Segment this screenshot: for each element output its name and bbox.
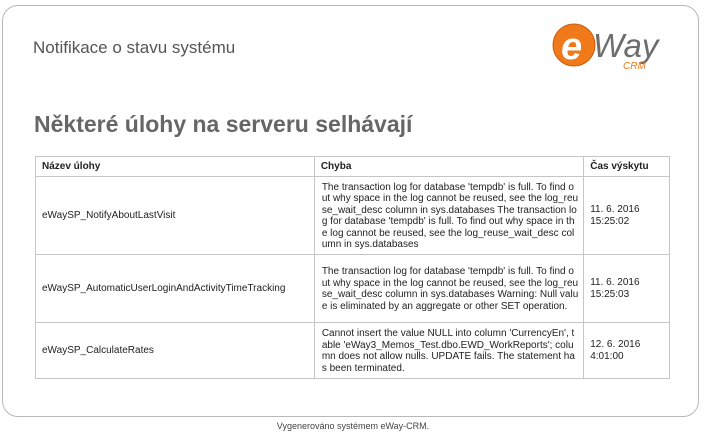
task-name-cell: eWaySP_CalculateRates: [36, 323, 315, 379]
time-cell: 12. 6. 2016 4:01:00: [584, 323, 670, 379]
time-cell: 11. 6. 2016 15:25:03: [584, 255, 670, 323]
task-name-cell: eWaySP_NotifyAboutLastVisit: [36, 177, 315, 255]
footer-note: Vygenerováno systémem eWay-CRM.: [276, 421, 430, 431]
table-row: [36, 255, 670, 323]
error-cell: Cannot insert the value NULL into column 'CurrencyEn', table 'eWay3_Memos_Test.dbo.EWD_WorkReports'; column does not allow nulls. UPDATE fails. The statement has been terminated.: [314, 323, 583, 379]
eway-crm-logo: [552, 22, 674, 72]
page-heading: Některé úlohy na serveru selhávají: [34, 111, 413, 137]
column-header-time: Čas výskytu: [584, 157, 670, 177]
table-header-row: [36, 157, 670, 177]
failed-tasks-table: [35, 156, 670, 379]
logo-e-letter: e: [561, 26, 583, 68]
table-row: [36, 177, 670, 255]
logo-crm-text: CRM: [623, 61, 646, 72]
column-header-task: Název úlohy: [36, 157, 315, 177]
time-cell: 11. 6. 2016 15:25:02: [584, 177, 670, 255]
column-header-error: Chyba: [314, 157, 583, 177]
logo-way-text: Way: [593, 27, 659, 64]
error-cell: The transaction log for database 'tempdb' is full. To find out why space in the log cannot be reused, see the log_reuse_wait_desc column in sys.databases Warning: Null value is eliminated by an aggregate or other SET operation.: [314, 255, 583, 323]
error-cell: The transaction log for database 'tempdb' is full. To find out why space in the log cannot be reused, see the log_reuse_wait_desc column in sys.databases The transaction log for database 'tempdb' is full. To find out why space in the log cannot be reused, see the log_reuse_wait_desc column in sys.databases: [314, 177, 583, 255]
task-name-cell: eWaySP_AutomaticUserLoginAndActivityTimeTracking: [36, 255, 315, 323]
header-title: Notifikace o stavu systému: [33, 38, 236, 57]
table-row: [36, 323, 670, 379]
